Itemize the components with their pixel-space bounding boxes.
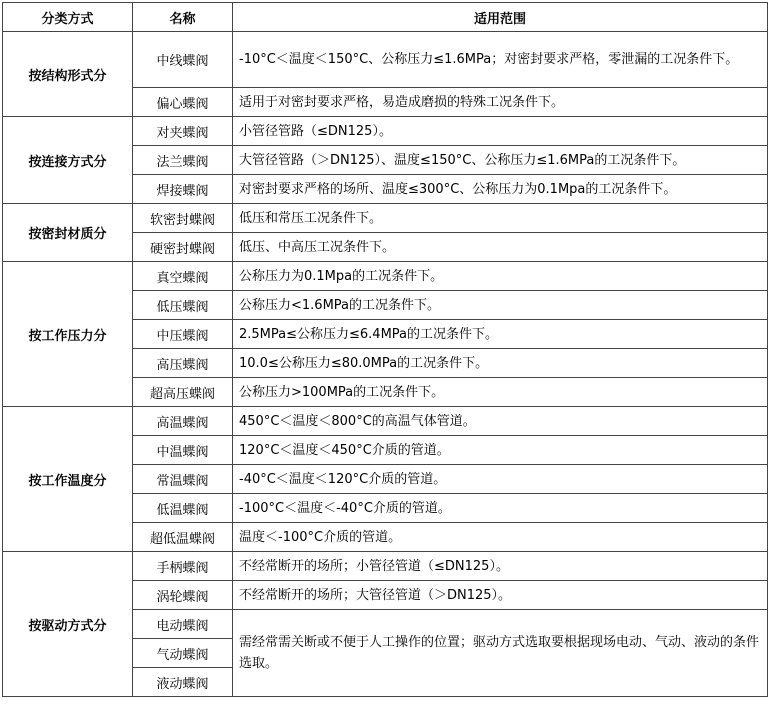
valve-scope: 低压和常压工况条件下。	[233, 204, 768, 233]
valve-name: 常温蝶阀	[133, 465, 233, 494]
valve-name: 真空蝶阀	[133, 262, 233, 291]
category-cell: 按结构形式分	[3, 32, 133, 117]
category-cell: 按驱动方式分	[3, 552, 133, 697]
valve-scope: 小管径管路（≤DN125）。	[233, 117, 768, 146]
valve-name: 法兰蝶阀	[133, 146, 233, 175]
valve-scope: 对密封要求严格的场所、温度≤300°C、公称压力为0.1Mpa的工况条件下。	[233, 175, 768, 204]
valve-name: 液动蝶阀	[133, 668, 233, 697]
valve-scope: 需经常需关断或不便于人工操作的位置；驱动方式选取要根据现场电动、气动、液动的条件选取。	[233, 610, 768, 697]
valve-name: 低压蝶阀	[133, 291, 233, 320]
table-row	[3, 407, 768, 436]
table-row	[3, 204, 768, 233]
valve-name: 手柄蝶阀	[133, 552, 233, 581]
valve-name: 中温蝶阀	[133, 436, 233, 465]
valve-name: 中压蝶阀	[133, 320, 233, 349]
valve-name: 对夹蝶阀	[133, 117, 233, 146]
valve-scope: -40°C＜温度＜120°C介质的管道。	[233, 465, 768, 494]
valve-name: 高温蝶阀	[133, 407, 233, 436]
valve-scope: 不经常断开的场所；大管径管道（＞DN125）。	[233, 581, 768, 610]
header-name: 名称	[133, 3, 233, 32]
valve-name: 软密封蝶阀	[133, 204, 233, 233]
valve-scope: -10°C＜温度＜150°C、公称压力≤1.6MPa；对密封要求严格，零泄漏的工况条件下。	[233, 32, 768, 88]
valve-name: 硬密封蝶阀	[133, 233, 233, 262]
valve-scope: 大管径管路（＞DN125）、温度≤150°C、公称压力≤1.6MPa的工况条件下。	[233, 146, 768, 175]
valve-scope: 低压、中高压工况条件下。	[233, 233, 768, 262]
valve-name: 超高压蝶阀	[133, 378, 233, 407]
valve-scope: 公称压力>100MPa的工况条件下。	[233, 378, 768, 407]
valve-scope: 120°C＜温度＜450°C介质的管道。	[233, 436, 768, 465]
category-cell: 按连接方式分	[3, 117, 133, 204]
category-cell: 按密封材质分	[3, 204, 133, 262]
valve-scope: 不经常断开的场所；小管径管道（≤DN125）。	[233, 552, 768, 581]
valve-name: 偏心蝶阀	[133, 88, 233, 117]
header-category: 分类方式	[3, 3, 133, 32]
valve-name: 中线蝶阀	[133, 32, 233, 88]
valve-name: 电动蝶阀	[133, 610, 233, 639]
valve-scope: 公称压力<1.6MPa的工况条件下。	[233, 291, 768, 320]
header-row	[3, 3, 768, 32]
valve-name: 高压蝶阀	[133, 349, 233, 378]
valve-scope: -100°C＜温度＜-40°C介质的管道。	[233, 494, 768, 523]
valve-scope: 10.0≤公称压力≤80.0MPa的工况条件下。	[233, 349, 768, 378]
header-scope: 适用范围	[233, 3, 768, 32]
table-row	[3, 262, 768, 291]
valve-name: 超低温蝶阀	[133, 523, 233, 552]
valve-scope: 2.5MPa≤公称压力≤6.4MPa的工况条件下。	[233, 320, 768, 349]
valve-name: 焊接蝶阀	[133, 175, 233, 204]
category-cell: 按工作压力分	[3, 262, 133, 407]
butterfly-valve-classification-table	[2, 2, 768, 697]
valve-name: 涡轮蝶阀	[133, 581, 233, 610]
valve-scope: 适用于对密封要求严格，易造成磨损的特殊工况条件下。	[233, 88, 768, 117]
table-row	[3, 552, 768, 581]
table-row	[3, 32, 768, 88]
valve-scope: 450°C＜温度＜800°C的高温气体管道。	[233, 407, 768, 436]
table-row	[3, 117, 768, 146]
category-cell: 按工作温度分	[3, 407, 133, 552]
valve-scope: 公称压力为0.1Mpa的工况条件下。	[233, 262, 768, 291]
valve-name: 低温蝶阀	[133, 494, 233, 523]
valve-scope: 温度＜-100°C介质的管道。	[233, 523, 768, 552]
valve-name: 气动蝶阀	[133, 639, 233, 668]
